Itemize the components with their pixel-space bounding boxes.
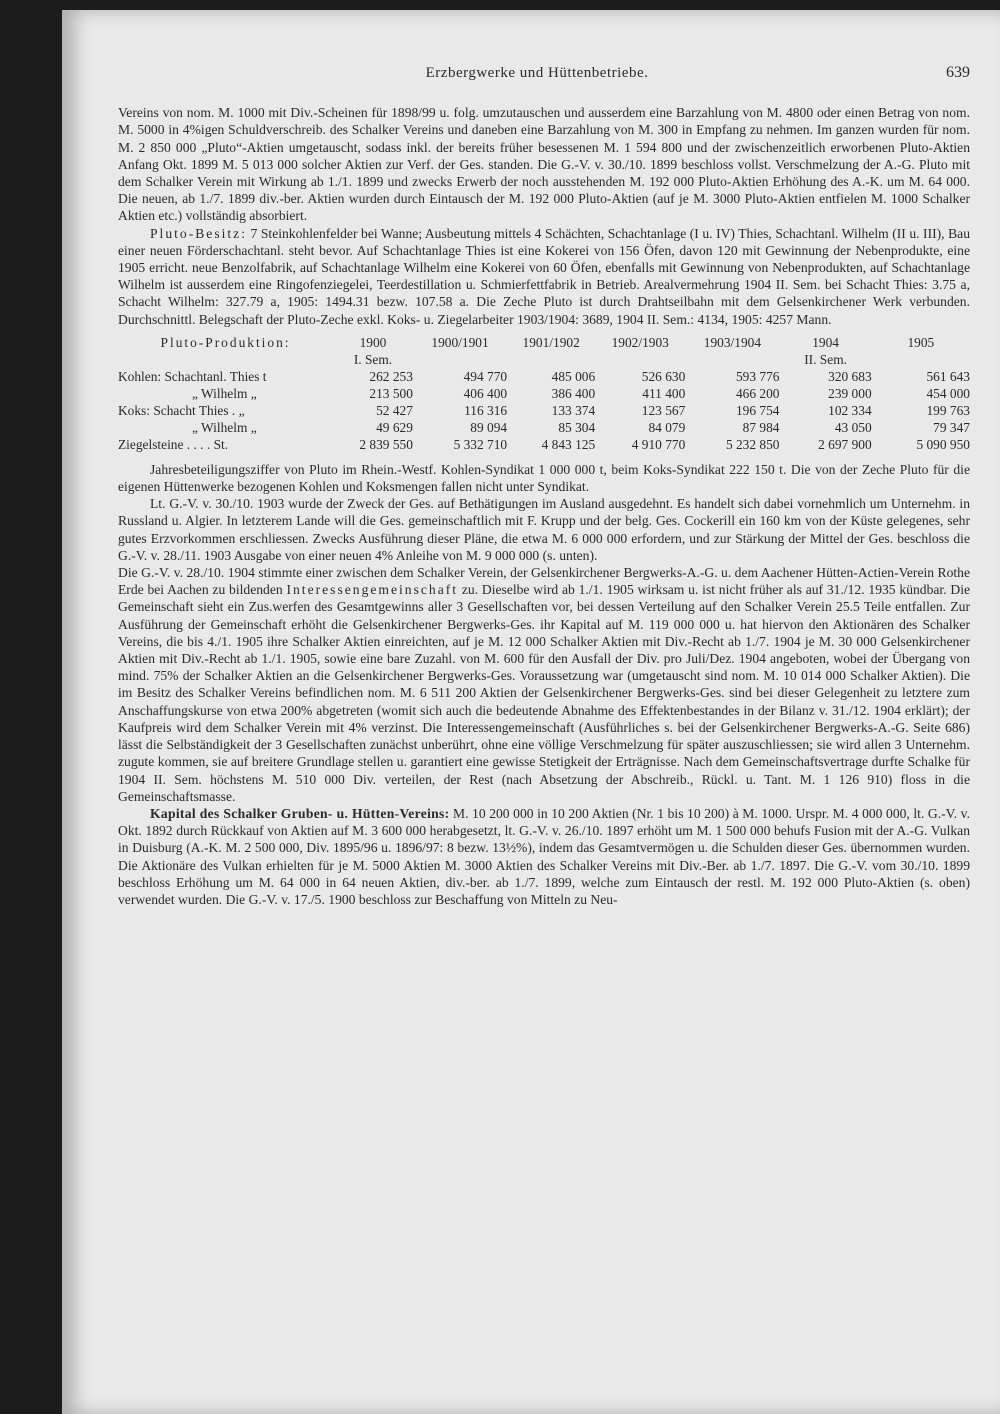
scanned-page xyxy=(62,10,1000,1414)
kapital-label: Kapital des Schalker Gruben- u. Hütten-Vereins: xyxy=(150,805,450,821)
table-cell: 2 697 900 xyxy=(818,436,872,452)
production-label: Pluto-Produktion: xyxy=(160,334,291,350)
paragraph-gv-1903: Lt. G.-V. v. 30./10. 1903 wurde der Zweck der Ges. auf Bethätigungen im Ausland ausgedehnt. Es handelt sich dabei vornehmlich um Unternehm. in Russland u. Algier. In letzterem Lande will die Ges. gemeinschaftlich mit F. Krupp und der belg. Ges. Cockerill ein 160 km von der Küste gelegenes, sehr gutes Erzvorkommen erschliessen. Zwecks Ausführung dieser Pläne, die etwa M. 6 000 000 erfordern, und zur Stärkung der Mittel der Ges. beschloss die G.-V. v. 28./11. 1903 Ausgabe von einer neuen 4% Anleihe von M. 9 000 000 (s. unten). xyxy=(118,496,970,563)
table-cell: 52 427 xyxy=(376,402,413,418)
table-cell: 133 374 xyxy=(551,402,596,418)
production-subheader-row xyxy=(118,351,970,368)
row-label: „ Wilhelm „ xyxy=(192,419,257,435)
year-header: 1904 xyxy=(812,334,839,350)
table-cell: 213 500 xyxy=(369,385,413,401)
table-cell: 526 630 xyxy=(641,368,686,384)
row-label: „ Wilhelm „ xyxy=(192,385,257,401)
production-header-row xyxy=(118,334,970,351)
table-cell: 87 984 xyxy=(742,419,780,435)
table-cell: 5 090 950 xyxy=(916,436,970,452)
table-row xyxy=(118,368,970,385)
table-cell: 561 643 xyxy=(926,368,970,384)
semester-header: I. Sem. xyxy=(353,351,393,367)
table-cell: 485 006 xyxy=(551,368,596,384)
paragraph-vereins: Vereins von nom. M. 1000 mit Div.-Scheinen für 1898/99 u. folg. umzutauschen und ausserdem eine Barzahlung von M. 4800 oder einen Betrag von nom. M. 5000 in 4%igen Schuldverschreib. des Schalker Vereins und daneben eine Barzahlung von M. 300 in Empfang zu nehmen. Im ganzen wurden für nom. M. 2 850 000 „Pluto“-Aktien umgetauscht, sodass inkl. der bereits früher besessenen M. 1 594 800 und der zwischenzeitlich erworbenen Pluto-Aktien Anfang Okt. 1899 M. 5 013 000 solcher Aktien zur Verf. der Ges. standen. Die G.-V. v. 30./10. 1899 beschloss vollst. Verschmelzung der A.-G. Pluto mit dem Schalker Verein mit Wirkung ab 1./1. 1899 und zwecks Erwerb der noch ausstehenden M. 192 000 Pluto-Aktien Erhöhung des A.-K. um M. 64 000. Die neuen, ab 1./7. 1899 div.-ber. Aktien wurden durch Eintausch der M. 192 000 Pluto-Aktien (auf je M. 3000 Pluto-Aktien entfielen M. 1000 Schalker Aktien etc.) vollständig absorbiert. xyxy=(118,105,970,224)
year-header: 1902/1903 xyxy=(611,334,669,350)
row-label: Koks: Schacht Thies . „ xyxy=(118,402,245,418)
table-cell: 262 253 xyxy=(369,368,413,384)
table-cell: 49 629 xyxy=(376,419,413,435)
table-cell: 239 000 xyxy=(828,385,872,401)
table-cell: 196 754 xyxy=(735,402,780,418)
page-content xyxy=(118,64,970,908)
table-row xyxy=(118,436,970,453)
paragraph-beteiligung: Jahresbeteiligungsziffer von Pluto im Rhein.-Westf. Kohlen-Syndikat 1 000 000 t, beim Koks-Syndikat 222 150 t. Die von der Zeche Pluto für die eigenen Hüttenwerke bezogenen Kohlen und Koksmengen fallen nicht unter Syndikat. xyxy=(118,461,970,495)
table-cell: 89 094 xyxy=(470,419,508,435)
table-row xyxy=(118,385,970,402)
running-header xyxy=(118,64,970,82)
table-row xyxy=(118,402,970,419)
table-cell: 454 000 xyxy=(926,385,970,401)
year-header: 1900/1901 xyxy=(431,334,489,350)
table-cell: 2 839 550 xyxy=(359,436,413,452)
table-cell: 102 334 xyxy=(828,402,872,418)
table-cell: 593 776 xyxy=(735,368,780,384)
table-cell: 5 332 710 xyxy=(453,436,508,452)
year-header: 1900 xyxy=(359,334,387,350)
table-cell: 43 050 xyxy=(834,419,872,435)
pluto-besitz-label: Pluto-Besitz: xyxy=(150,225,247,241)
table-cell: 4 910 770 xyxy=(631,436,686,452)
running-title: Erzbergwerke und Hüttenbetriebe. xyxy=(425,65,649,81)
table-cell: 123 567 xyxy=(641,402,686,418)
table-cell: 199 763 xyxy=(926,402,970,418)
table-cell: 406 400 xyxy=(463,385,508,401)
table-cell: 494 770 xyxy=(463,368,508,384)
table-row xyxy=(118,419,970,436)
semester-header: II. Sem. xyxy=(804,351,847,367)
paragraph-pluto-besitz xyxy=(118,225,970,328)
interessengemeinschaft-term: Interessengemeinschaft xyxy=(286,582,459,598)
table-cell: 5 232 850 xyxy=(725,436,780,452)
year-header: 1903/1904 xyxy=(703,334,762,350)
table-cell: 4 843 125 xyxy=(541,436,596,452)
table-cell: 84 079 xyxy=(648,419,686,435)
row-label: Ziegelsteine . . . . St. xyxy=(118,436,229,452)
table-cell: 79 347 xyxy=(933,419,970,435)
table-cell: 320 683 xyxy=(828,368,872,384)
row-label: Kohlen: Schachtanl. Thies t xyxy=(118,368,267,384)
kapital-text: M. 10 200 000 in 10 200 Aktien (Nr. 1 bis 10 200) à M. 1000. Urspr. M. 4 000 000, lt. G.-V. v. Okt. 1892 durch Rückkauf von Aktien auf M. 3 600 000 herabgesetzt, lt. G.-V. v. 26./10. 1897 erhöht um M. 1 500 000 behufs Fusion mit der A.-G. Vulkan in Duisburg (A.-K. M. 2 500 000, Div. 1895/96 u. 1896/97: 8 bezw. 13½%), indem das Gesamtvermögen u. die Schulden dieser Ges. übernommen wurden. Die Aktionäre des Vulkan erhielten für je M. 5000 Aktien M. 3000 Aktien des Schalker Vereins mit Div.-Ber. ab 1./7. 1897. Die G.-V. vom 30./10. 1899 beschloss Erhöhung um M. 64 000 in 64 neuen Aktien, div.-ber. ab 1./7. 1899, welche zum Eintausch der restl. M. 192 000 Pluto-Aktien (s. oben) verwendet wurden. Die G.-V. v. 17./5. 1900 beschloss zur Beschaffung von Mitteln zu Neu- xyxy=(118,805,970,907)
pluto-besitz-text: 7 Steinkohlenfelder bei Wanne; Ausbeutung mittels 4 Schächten, Schachtanlage (I u. IV) Thies, Schachtanl. Wilhelm (II u. III), Bau einer neuen Förderschachtanl. steht bevor. Auf Schachtanlage Thies ist eine Kokerei von 156 Öfen, davon 120 mit Gewinnung der Nebenprodukte, eine 1905 erricht. neue Benzolfabrik, auf Schachtanlage Wilhelm eine Kokerei von 60 Öfen, ebenfalls mit Gewinnung von Nebenprodukten, auf Schachtanlage Wilhelm ist ausserdem eine Ringofenziegelei, Teerdestillation u. Schmierfettfabrik in Betrieb. Arealvermehrung 1904 II. Sem. bei Schacht Thies: 3.75 a, Schacht Wilhelm: 327.79 a, 1905: 1494.31 bezw. 107.58 a. Die Zeche Pluto ist durch Drahtseilbahn mit dem Gelsenkirchener Werk verbunden. Durchschnittl. Belegschaft der Pluto-Zeche exkl. Koks- u. Ziegelarbeiter 1903/1904: 3689, 1904 II. Sem.: 4134, 1905: 4257 Mann. xyxy=(118,225,970,327)
table-cell: 466 200 xyxy=(735,385,780,401)
paragraph-interessengemeinschaft: Die G.-V. v. 28./10. 1904 stimmte einer zwischen dem Schalker Verein, der Gelsenkirchener Bergwerks-A.-G. u. dem Aachener Hütten-Actien-Verein Rothe Erde bei Aachen zu bildenden Interessengemeinschaft zu. Dieselbe wird ab 1./1. 1905 wirksam u. ist nicht früher als auf 31./12. 1935 kündbar. Die Gemeinschaft sieht ein Zus.werfen des Gesamtgewinns aller 3 Gesellschaften vor, bei dessen Verteilung auf den Schalker Verein 25.5 Teile entfallen. Zur Ausführung der Gemeinschaft erhöht die Gelsenkirchener Bergwerks-Ges. ihr Kapital auf M. 119 000 000 u. hat hiervon den Aktionären des Schalker Vereins, die bis 4./1. 1905 ihre Schalker Aktien einreichten, auf je M. 12 000 Schalker Aktien mit Div.-Recht ab 1./7. 1904 je M. 30 000 Gelsenkirchener Aktien mit Div.-Recht ab 1./1. 1905, sowie eine bare Zuzahl. von M. 600 für den Ausfall der Div. pro Juli/Dez. 1904 angeboten, wobei der Übergang von mind. 75% der Schalker Aktien an die Gelsenkirchener Bergwerks-Ges. Voraussetzung war (umgetauscht sind nom. M. 10 014 000 Schalker Aktien). Die im Besitz des Schalker Vereins befindlichen nom. M. 6 511 200 Aktien der Gelsenkirchener Bergwerks-Ges. sind bei dieser Gelegenheit zu letztere zum Anschaffungskurse von etwa 200% abgetreten (womit sich auch die bedeutende Abnahme des Effektenbestandes in der Bilanz v. 31./12. 1904 erklärt); der Kaufpreis wird dem Schalker Verein mit 4% verzinst. Die Interessengemeinschaft (Ausführliches s. bei der Gelsenkirchener Bergwerks-A.-G. Seite 686) lässt die Selbständigkeit der 3 Gesellschaften zunächst unberührt, ohne eine völlige Verschmelzung für später auszuschliessen; sie wird allen 3 Unternehm. zugute kommen, sie auf breitere Grundlage stellen u. garantiert eine gewisse Stetigkeit der Erträgnisse. Nach dem Gemeinschaftsvertrage durfte Schalke für 1904 II. Sem. höchstens M. 510 000 Div. verteilen, der Rest (nach Absetzung der Abschreib., Rückl. u. Tant. M. 1 126 910) floss in die Gemeinschaftsmasse. xyxy=(118,565,971,804)
table-cell: 411 400 xyxy=(642,385,686,401)
paragraph-kapital xyxy=(118,805,970,908)
table-cell: 85 304 xyxy=(558,419,596,435)
year-header: 1901/1902 xyxy=(522,334,580,350)
page-number: 639 xyxy=(946,64,970,81)
year-header: 1905 xyxy=(907,334,935,350)
production-table xyxy=(118,334,970,453)
table-cell: 116 316 xyxy=(464,402,508,418)
table-cell: 386 400 xyxy=(551,385,596,401)
